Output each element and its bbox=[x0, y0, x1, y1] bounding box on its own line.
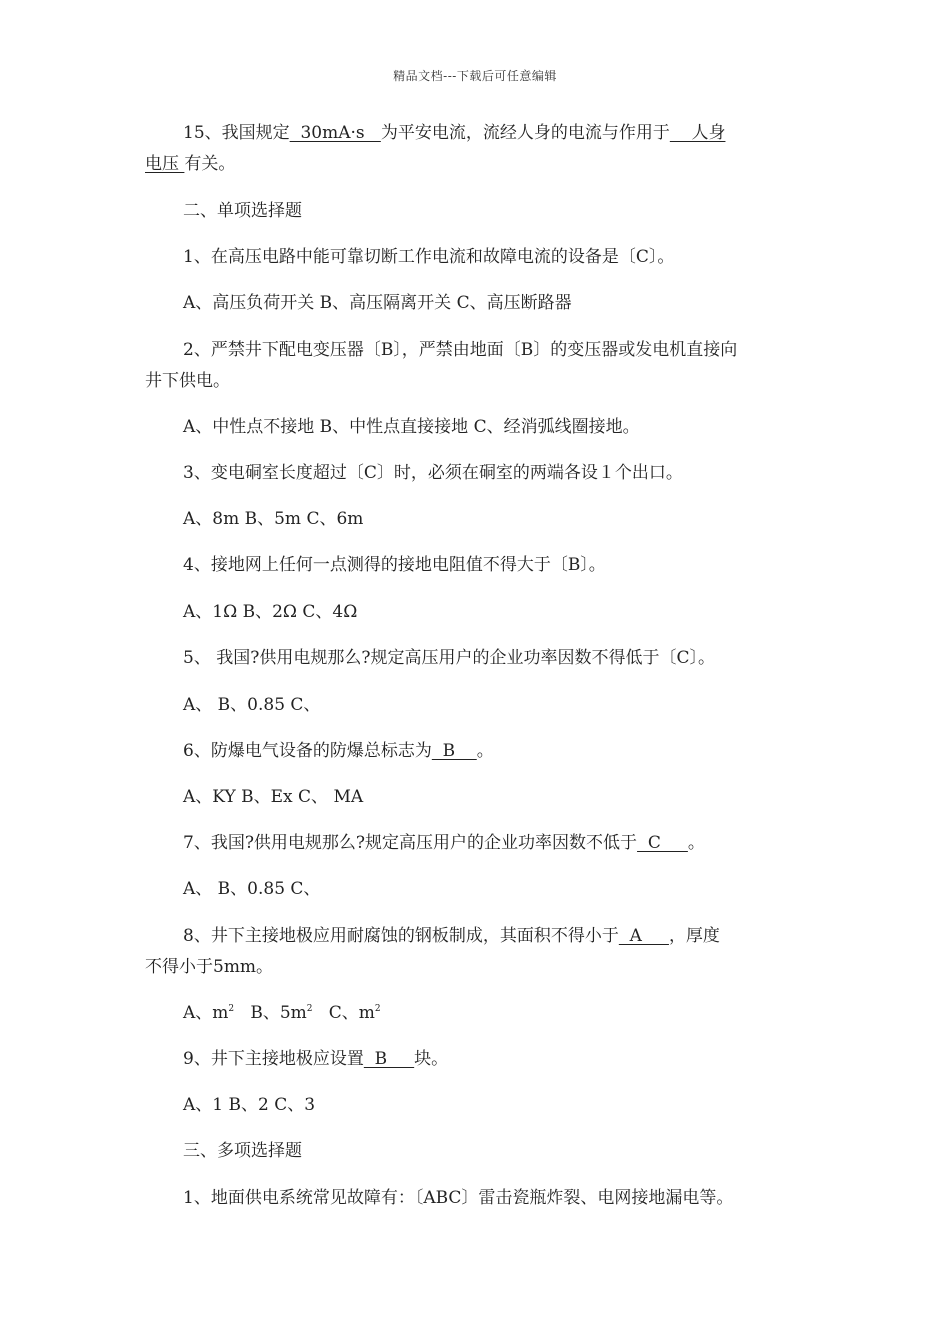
single-q8-line2: 不得小于5mm。 bbox=[145, 957, 274, 977]
single-q1: 1、在高压电路中能可靠切断工作电流和故障电流的设备是〔C〕。 bbox=[183, 247, 675, 267]
q6-blank: B bbox=[431, 741, 477, 761]
single-q2-line1: 2、严禁井下配电变压器〔B〕，严禁由地面〔B〕的变压器或发电机直接向 bbox=[183, 340, 738, 360]
q15-pre: 15、我国规定 bbox=[183, 123, 290, 143]
single-q3-options: A、8m B、5m C、6m bbox=[183, 509, 364, 529]
single-q2-line2: 井下供电。 bbox=[145, 371, 230, 391]
single-q4-options: A、1Ω B、2Ω C、4Ω bbox=[183, 602, 358, 622]
q9-post: 块。 bbox=[414, 1049, 449, 1069]
single-q1-options: A、高压负荷开关 B、高压隔离开关 C、高压断路器 bbox=[183, 293, 572, 313]
q8-superscript-a: 2 bbox=[228, 1004, 235, 1014]
q8-blank: A bbox=[618, 926, 669, 946]
q8-pre: 8、井下主接地极应用耐腐蚀的钢板制成，其面积不得小于 bbox=[183, 926, 619, 946]
q15-line2 bbox=[145, 152, 815, 176]
q6-pre: 6、防爆电气设备的防爆总标志为 bbox=[183, 741, 432, 761]
page-header: 精品文档---下载后可任意编辑 bbox=[393, 69, 557, 83]
single-q5-options: A、 B、0.85 C、 bbox=[183, 695, 321, 715]
single-q9-options: A、1 B、2 C、3 bbox=[183, 1095, 316, 1115]
single-q8-line1 bbox=[183, 924, 853, 948]
section-3-title: 三、多项选择题 bbox=[183, 1141, 302, 1161]
single-q9 bbox=[183, 1047, 853, 1071]
q8-post: ，厚度 bbox=[668, 926, 720, 946]
single-q6 bbox=[183, 739, 853, 763]
q8-superscript-b: 2 bbox=[306, 1004, 313, 1014]
q6-post: 。 bbox=[476, 741, 494, 761]
single-q5: 5、 我国?供用电规那么?规定高压用户的企业功率因数不得低于〔C〕。 bbox=[183, 648, 715, 668]
single-q3: 3、变电硐室长度超过〔C〕时，必须在硐室的两端各设１个出口。 bbox=[183, 463, 683, 483]
q15-line1 bbox=[183, 121, 853, 145]
multi-q1: 1、地面供电系统常见故障有：〔ABC〕雷击瓷瓶炸裂、电网接地漏电等。 bbox=[183, 1188, 734, 1208]
q8-option-c: C、m bbox=[312, 1003, 375, 1023]
q8-superscript-c: 2 bbox=[374, 1004, 381, 1014]
q7-post: 。 bbox=[687, 833, 705, 853]
single-q7-options: A、 B、0.85 C、 bbox=[183, 879, 321, 899]
q7-blank: C bbox=[637, 833, 688, 853]
q7-pre: 7、我国?供用电规那么?规定高压用户的企业功率因数不低于 bbox=[183, 833, 638, 853]
single-q6-options: A、KY B、Ex C、 MA bbox=[183, 787, 364, 807]
q9-blank: B bbox=[363, 1049, 415, 1069]
single-q7 bbox=[183, 831, 853, 855]
q8-option-b: B、5m bbox=[234, 1003, 307, 1023]
q15-mid: 为平安电流，流经人身的电流与作用于 bbox=[380, 123, 670, 143]
q15-blank-2-cont: 电压 bbox=[145, 154, 185, 174]
q9-pre: 9、井下主接地极应设置 bbox=[183, 1049, 364, 1069]
section-2-title: 二、单项选择题 bbox=[183, 201, 302, 221]
single-q2-options: A、中性点不接地 B、中性点直接接地 C、经消弧线圈接地。 bbox=[183, 417, 640, 437]
q15-blank-1: 30mA·s bbox=[289, 123, 381, 143]
q8-option-a: A、m bbox=[183, 1003, 229, 1023]
q15-post: 有关。 bbox=[184, 154, 236, 174]
q15-blank-2: 人身 bbox=[669, 123, 726, 143]
single-q8-options bbox=[183, 1001, 853, 1025]
single-q4: 4、接地网上任何一点测得的接地电阻值不得大于〔B〕。 bbox=[183, 555, 606, 575]
